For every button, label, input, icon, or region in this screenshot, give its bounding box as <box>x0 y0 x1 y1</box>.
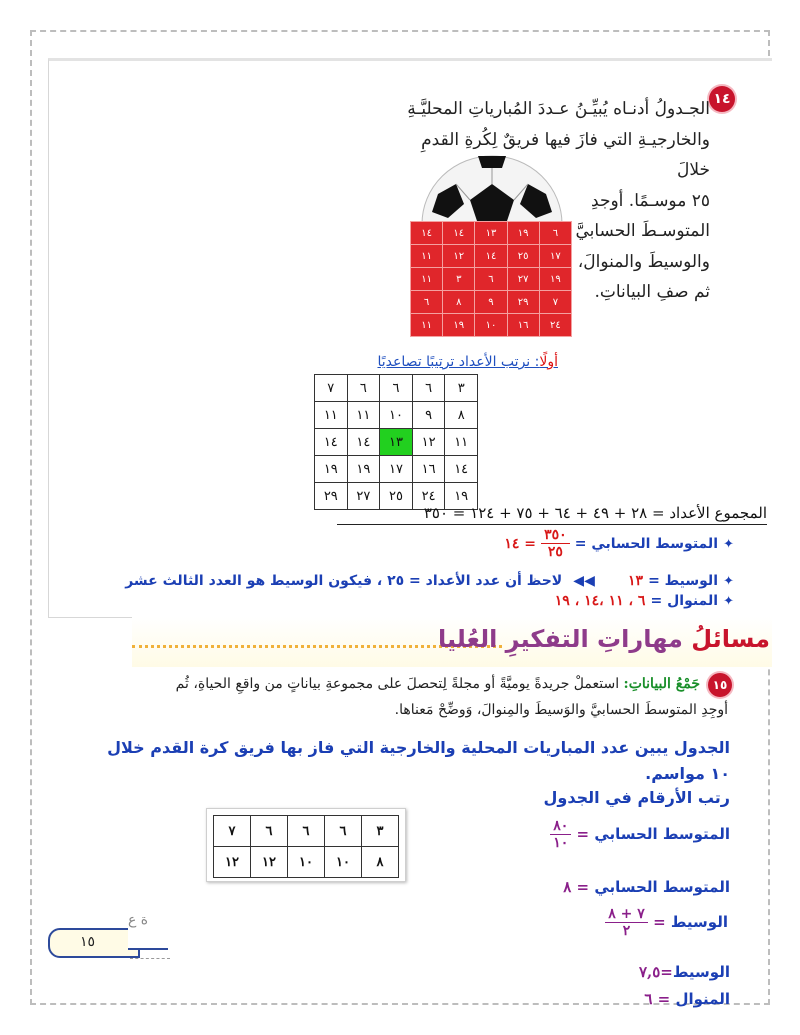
diamond-bullet-icon: ✦ <box>723 537 734 552</box>
cell: ٩ <box>412 402 445 429</box>
mean-15-fraction <box>550 818 571 851</box>
double-arrow-icon: ◀◀ <box>573 573 595 589</box>
median-value: ١٣ <box>627 573 643 589</box>
cell: ٢٩ <box>507 291 539 314</box>
cell: ١٤ <box>475 245 507 268</box>
cell: ١٠ <box>288 847 325 878</box>
cell: ٦ <box>412 375 445 402</box>
diamond-bullet-icon: ✦ <box>723 594 734 609</box>
cell: ٧ <box>214 816 251 847</box>
sum-expression: = ٢٨ + ٤٩ + ٦٤ + ٧٥ + ١٢٤ = ٣٥٠ <box>423 504 665 522</box>
mean-denominator: ٢٥ <box>547 544 563 560</box>
cell: ١١ <box>445 429 478 456</box>
q15-line-1-text: استعملْ جريدةً يوميَّةً أو مجلةً لِتحصلَ على مجموعةِ بياناتٍ من واقعِ الحياةِ، ثُم <box>175 676 620 692</box>
median-15-fraction <box>605 906 648 939</box>
cell: ١٣ <box>475 222 507 245</box>
mode-15-result: ٦ <box>644 990 653 1008</box>
q14-line-4: المتوسـطَ الحسابيَّ <box>575 221 710 241</box>
cell: ٢٧ <box>507 268 539 291</box>
sort-instruction <box>377 354 558 370</box>
mode-15-label: المنوال <box>675 990 730 1008</box>
cell: ١٤ <box>411 222 443 245</box>
hot-title-rest: مهاراتِ التفكيرِ العُليا <box>437 625 683 653</box>
cell: ٢٥ <box>380 483 413 510</box>
median-15-result-line: الوسيط=٧,٥ <box>638 963 730 981</box>
cell: ٢٤ <box>539 314 571 337</box>
median-15-result-label: الوسيط <box>672 963 730 981</box>
mode-value: ٦ ، ١١ ،١٤ ، ١٩ <box>554 593 646 609</box>
mean-15-result-line: المتوسط الحسابي = ٨ <box>563 878 730 896</box>
median-15-result: ٧,٥ <box>638 963 661 981</box>
sum-label: المجموع الأعداد <box>669 504 767 522</box>
cell: ٨ <box>443 291 475 314</box>
median-15-line: الوسيط = $\frac{٧ + ٨}{٢}$ <box>605 906 728 939</box>
cell: ٧ <box>539 291 571 314</box>
median-line <box>125 570 734 589</box>
question-15-number <box>708 673 732 697</box>
median-15-denominator: ٢ <box>622 923 631 939</box>
cell: ٦ <box>411 291 443 314</box>
cell: ١٩ <box>507 222 539 245</box>
q14-line-2: والخارجيـةِ التي فازَ فيها فريقٌ لِكُرةِ القدمِ خلالَ <box>421 129 710 180</box>
cell: ٦ <box>347 375 380 402</box>
cell: ١٤ <box>445 456 478 483</box>
cell: ١٦ <box>507 314 539 337</box>
cell: ١٤ <box>347 429 380 456</box>
cell: ١٦ <box>412 456 445 483</box>
q15-line-2: أوجِدِ المتوسطَ الحسابيَّ والوَسيطَ والمِنوالَ، وَوضِّحْ مَعناها. <box>394 702 728 718</box>
cell: ٢٩ <box>315 483 348 510</box>
cell: ١٩ <box>443 314 475 337</box>
cell: ١٢ <box>412 429 445 456</box>
mean-15-denominator: ١٠ <box>553 835 569 851</box>
cell: ١٠ <box>475 314 507 337</box>
cell: ٩ <box>475 291 507 314</box>
cell: ١١ <box>411 314 443 337</box>
cell: ٨ <box>362 847 399 878</box>
cell: ١٢ <box>251 847 288 878</box>
median-15-label: الوسيط <box>670 913 728 931</box>
mean-15-result-label: المتوسط الحسابي <box>594 878 730 896</box>
q15-label: جَمْعُ البياناتِ: <box>623 676 700 692</box>
hot-title-lead: مسائلُ <box>691 625 770 653</box>
cell: ٨ <box>445 402 478 429</box>
page-number: ١٥ <box>80 934 96 950</box>
mean-result: = ١٤ <box>504 536 536 552</box>
cell: ١٩ <box>315 456 348 483</box>
page-number-tab <box>48 928 140 958</box>
mean-line <box>504 527 734 560</box>
cell: ١٧ <box>539 245 571 268</box>
cell: ١٠ <box>325 847 362 878</box>
cell: ٧ <box>315 375 348 402</box>
mean-label: المتوسط الحسابي = <box>574 536 718 552</box>
cell: ٣ <box>443 268 475 291</box>
cell: ١٤ <box>443 222 475 245</box>
answer-line-2: ١٠ مواسم. <box>645 764 730 783</box>
instruction-first-word: أولًا <box>539 354 558 370</box>
wins-data-table <box>410 221 572 337</box>
cell: ١٠ <box>380 402 413 429</box>
sum-line <box>337 504 767 525</box>
question-number-text: ١٥ <box>712 678 728 692</box>
mean-15-numerator: ٨٠ <box>550 818 571 835</box>
q14-line-3: ٢٥ موسـمًا. أوجدِ <box>591 190 710 211</box>
question-number-text: ١٤ <box>713 91 731 107</box>
cell: ١٤ <box>315 429 348 456</box>
sorted-numbers-table <box>314 374 478 510</box>
mode-line <box>555 590 734 609</box>
mean-numerator: ٣٥٠ <box>541 527 570 544</box>
page-tab-fragment-text: ة ع <box>128 912 149 928</box>
cell: ٦ <box>475 268 507 291</box>
tab-dash-rule <box>130 958 170 959</box>
cell: ٢٧ <box>347 483 380 510</box>
median-note: لاحظ أن عدد الأعداد = ٢٥ ، فيكون الوسيط هو العدد الثالث عشر <box>125 573 563 589</box>
question-14-number <box>709 86 735 112</box>
cell: ١١ <box>411 268 443 291</box>
cell: ٣ <box>362 816 399 847</box>
cell: ١٢ <box>443 245 475 268</box>
cell: ١٧ <box>380 456 413 483</box>
cell: ٦ <box>251 816 288 847</box>
q15-line-1 <box>176 676 700 692</box>
median-cell: ١٣ <box>380 429 413 456</box>
mean-15-label: المتوسط الحسابي <box>594 825 730 843</box>
cell: ١١ <box>315 402 348 429</box>
sorted-table-15 <box>206 808 406 882</box>
median-label: الوسيط = <box>648 573 718 589</box>
cell: ١٢ <box>214 847 251 878</box>
cell: ٦ <box>325 816 362 847</box>
page-tab-fragment <box>128 912 168 950</box>
median-15-numerator: ٧ + ٨ <box>605 906 648 923</box>
cell: ١١ <box>411 245 443 268</box>
cell: ١٩ <box>347 456 380 483</box>
diamond-bullet-icon: ✦ <box>723 574 734 589</box>
mean-15-result: ٨ <box>563 878 572 896</box>
cell: ١٩ <box>445 483 478 510</box>
mean-15-line: المتوسط الحسابي = $\frac{٨٠}{١٠}$ <box>550 818 730 851</box>
hot-section-title <box>438 625 770 653</box>
cell: ٦ <box>380 375 413 402</box>
q14-line-5: والوسيطَ والمنوالَ، <box>577 251 710 272</box>
answer-line-1: الجدول يبين عدد المباريات المحلية والخارجية التي فاز بها فريق كرة القدم خلال <box>107 738 730 757</box>
cell: ١٩ <box>539 268 571 291</box>
cell: ٢٥ <box>507 245 539 268</box>
q14-line-1: الجـدولُ أدنـاه يُبيِّـنُ عـددَ المُبارياتِ المحليَّـةِ <box>407 99 710 119</box>
mean-fraction <box>541 527 570 560</box>
cell: ٦ <box>539 222 571 245</box>
cell: ٦ <box>288 816 325 847</box>
cell: ٣ <box>445 375 478 402</box>
sort-label: رتب الأرقام في الجدول <box>543 788 730 807</box>
cell: ١١ <box>347 402 380 429</box>
mode-label: المنوال = <box>650 593 718 609</box>
instruction-rest: : نرتب الأعداد ترتيبًا تصاعديًا <box>377 354 540 370</box>
cell: ٢٤ <box>412 483 445 510</box>
q14-line-6: ثم صفِ البياناتِ. <box>594 282 710 302</box>
mode-15-line: المنوال = ٦ <box>644 990 730 1008</box>
